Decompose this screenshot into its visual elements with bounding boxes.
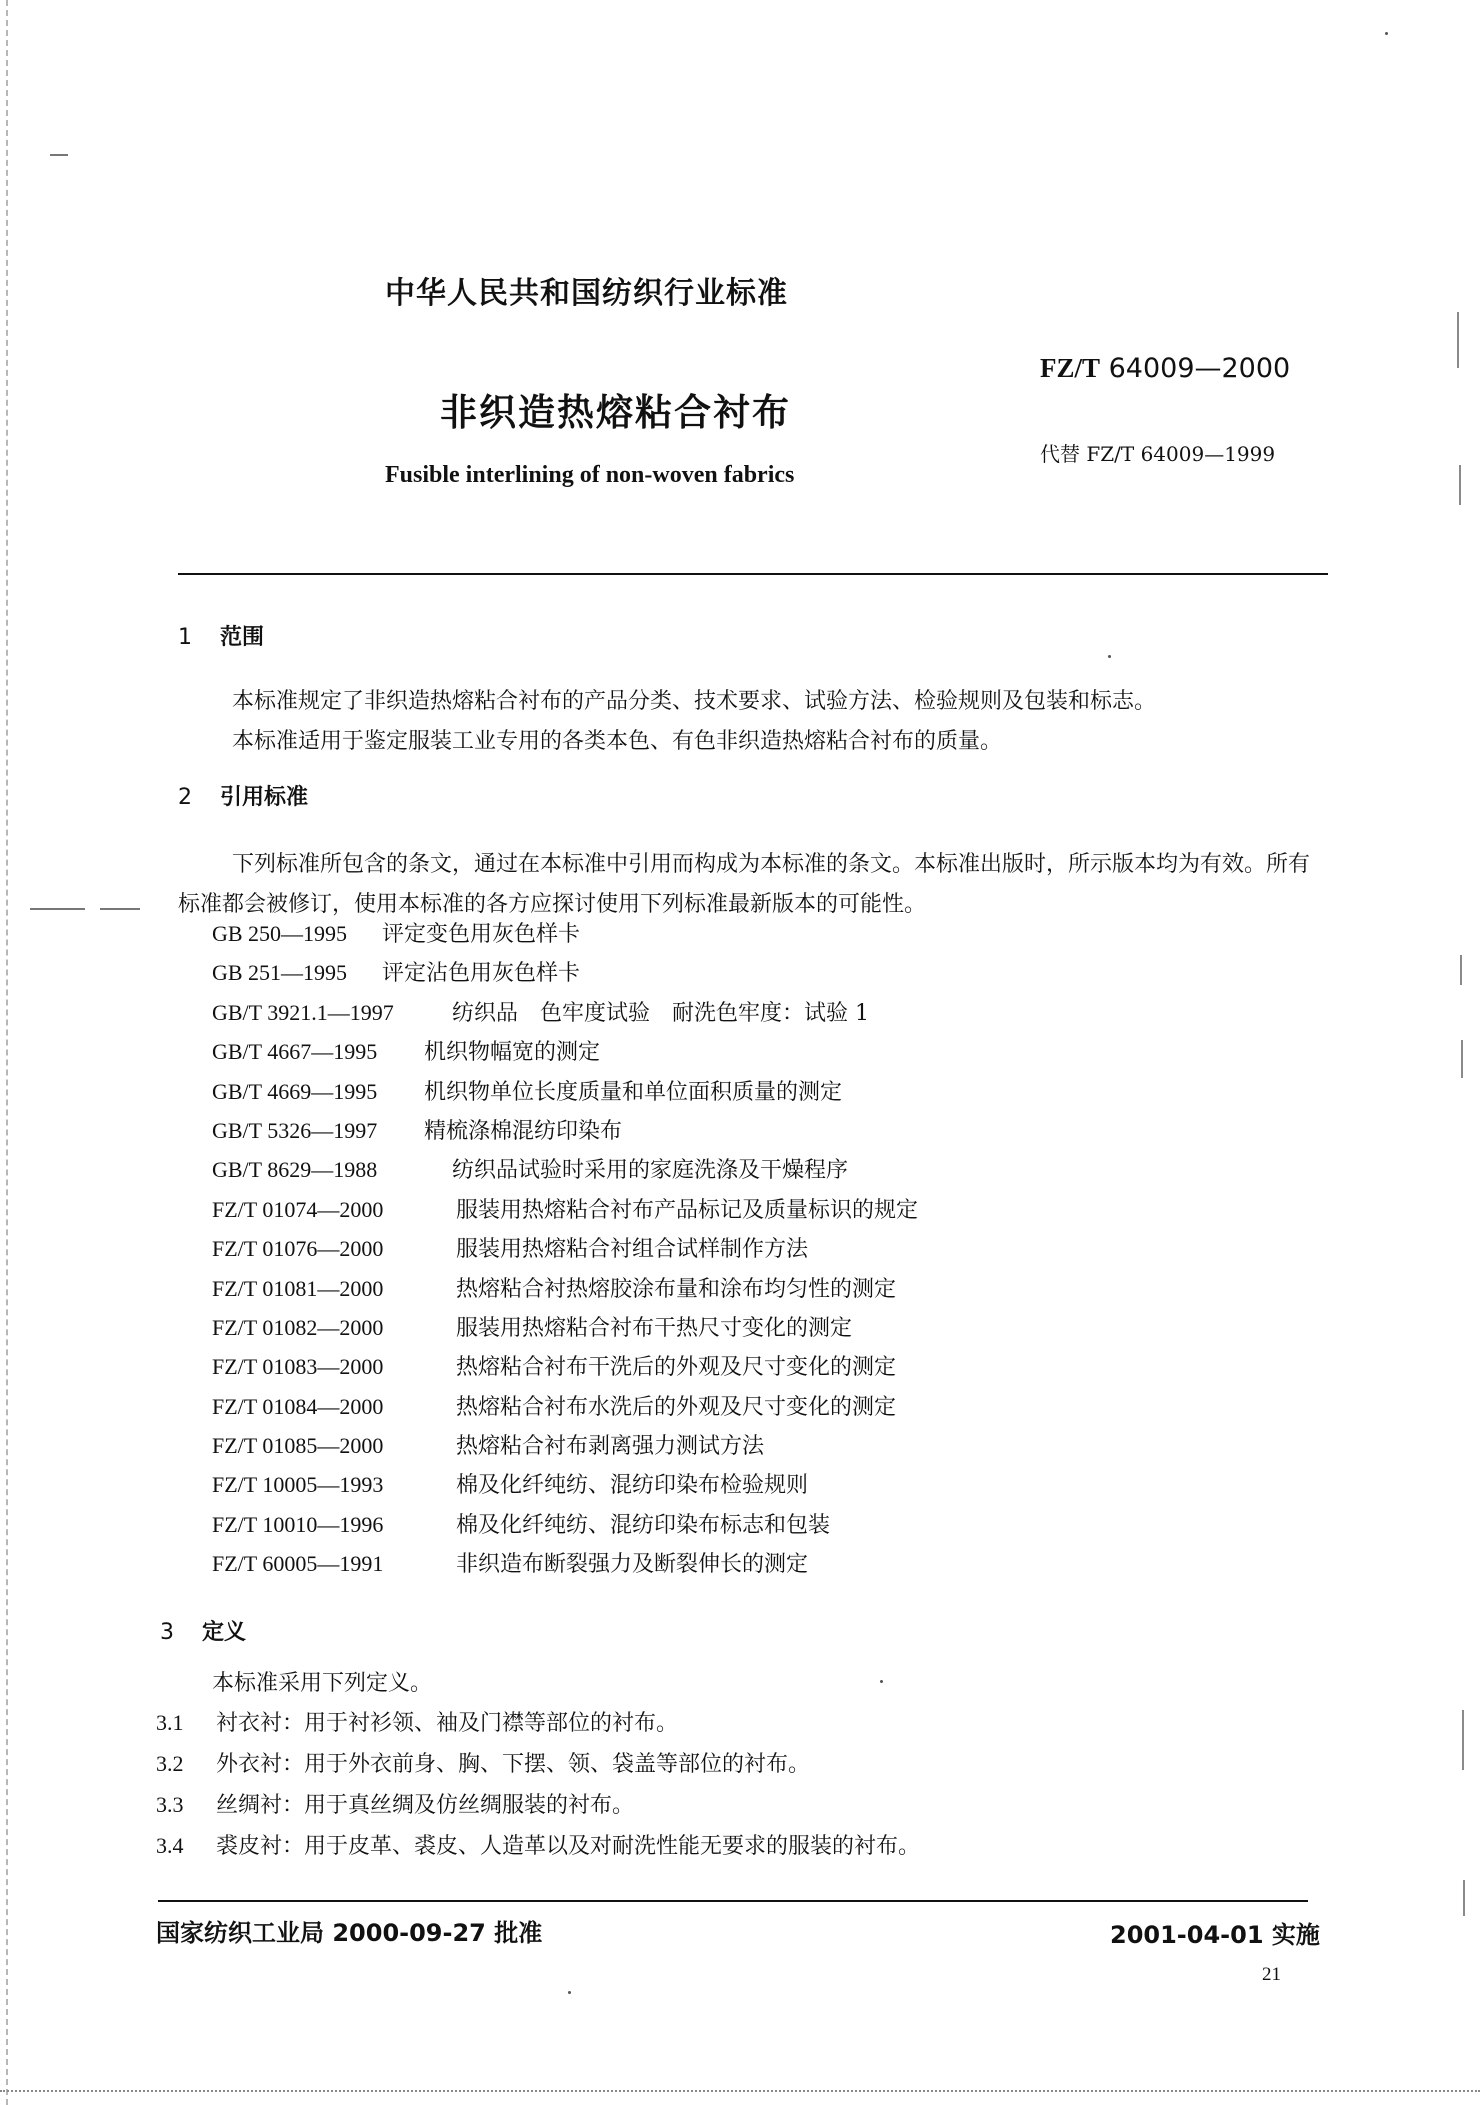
reference-title: 热熔粘合衬布水洗后的外观及尺寸变化的测定: [456, 1394, 897, 1420]
scan-mark: [1463, 1880, 1465, 1916]
scan-mark: [1460, 955, 1462, 985]
reference-code: FZ/T 01083—2000: [212, 1354, 384, 1380]
reference-title: 评定沾色用灰色样卡: [382, 961, 581, 987]
scan-edge-artifact: [0, 2090, 1480, 2092]
scan-mark: [880, 1680, 883, 1683]
reference-title: 评定变色用灰色样卡: [382, 922, 581, 947]
section-1-paragraph: 本标准规定了非织造热熔粘合衬布的产品分类、技术要求、试验方法、检验规则及包装和标志。: [232, 689, 1157, 714]
definition-text: 外衣衬：用于外衣前身、胸、下摆、领、袋盖等部位的衬布。: [216, 1752, 811, 1777]
reference-title: 棉及化纤纯纺、混纺印染布检验规则: [456, 1473, 809, 1499]
reference-item: [212, 914, 918, 953]
scan-mark: [568, 1991, 571, 1994]
implementation-date: 2001-04-01 实施: [1110, 1921, 1320, 1949]
reference-code: GB 251—1995: [212, 960, 348, 986]
reference-title: 棉及化纤纯纺、混纺印染布标志和包装: [456, 1512, 831, 1538]
section-number: 3: [160, 1620, 174, 1645]
page-number: 21: [1262, 1964, 1281, 1985]
definition-number: 3.3: [156, 1792, 184, 1817]
standard-number-value: 64009—2000: [1108, 353, 1291, 384]
reference-code: FZ/T 01082—2000: [212, 1314, 384, 1340]
definition-list: [156, 1702, 920, 1866]
reference-title: 精梳涤棉混纺印染布: [424, 1118, 623, 1144]
scan-mark: [50, 154, 68, 156]
scan-mark: [1108, 655, 1111, 658]
definition-number: 3.4: [156, 1833, 184, 1858]
scan-mark: [1457, 312, 1459, 368]
definition-item: [156, 1784, 920, 1825]
section-2-intro: 下列标准所包含的条文，通过在本标准中引用而构成为本标准的条文。本标准出版时，所示版本均为有效。所有标准都会被修订，使用本标准的各方应探讨使用下列标准最新版本的可能性。: [178, 852, 1311, 917]
reference-title: 服装用热熔粘合衬布产品标记及质量标识的规定: [456, 1197, 919, 1223]
reference-title: 服装用热熔粘合衬布干热尺寸变化的测定: [456, 1315, 853, 1341]
reference-code: FZ/T 01076—2000: [212, 1236, 384, 1262]
approval-date: 国家纺织工业局 2000-09-27 批准: [156, 1919, 543, 1947]
reference-code: FZ/T 01074—2000: [212, 1196, 384, 1222]
reference-code: GB 250—1995: [212, 921, 348, 946]
reference-code: GB/T 5326—1997: [212, 1117, 378, 1143]
reference-code: FZ/T 10010—1996: [212, 1511, 384, 1537]
section-2-heading: [178, 780, 308, 811]
section-number: 1: [178, 625, 192, 650]
reference-code: GB/T 3921.1—1997: [212, 999, 394, 1025]
reference-code: FZ/T 01084—2000: [212, 1393, 384, 1419]
reference-item: [212, 1072, 918, 1111]
section-3-heading: [160, 1615, 246, 1646]
reference-item: [212, 953, 918, 992]
definition-text: 衬衣衬：用于衬衫领、袖及门襟等部位的衬布。: [216, 1711, 679, 1736]
reference-title: 非织造布断裂强力及断裂伸长的测定: [456, 1552, 809, 1578]
definition-number: 3.2: [156, 1751, 184, 1776]
reference-item: [212, 1465, 918, 1504]
reference-list: [212, 914, 918, 1584]
reference-item: [212, 1190, 918, 1229]
definition-item: [156, 1743, 920, 1784]
scan-mark: [30, 908, 85, 910]
section-title: 引用标准: [220, 785, 309, 810]
reference-item: [212, 1426, 918, 1465]
reference-item: [212, 1111, 918, 1150]
reference-item: [212, 1505, 918, 1544]
scan-edge-artifact: [6, 0, 8, 2105]
reference-code: FZ/T 60005—1991: [212, 1551, 384, 1577]
reference-title: 服装用热熔粘合衬组合试样制作方法: [456, 1237, 809, 1263]
standard-number-prefix: FZ/T: [1040, 353, 1101, 383]
definition-number: 3.1: [156, 1710, 184, 1735]
reference-code: GB/T 4669—1995: [212, 1078, 378, 1104]
reference-item: [212, 1150, 918, 1189]
section-1-heading: [178, 620, 264, 651]
reference-title: 热熔粘合衬布剥离强力测试方法: [456, 1434, 765, 1460]
footer-divider: [158, 1900, 1308, 1902]
reference-title: 热熔粘合衬布干洗后的外观及尺寸变化的测定: [456, 1355, 897, 1381]
reference-item: [212, 1544, 918, 1583]
reference-code: FZ/T 10005—1993: [212, 1472, 384, 1498]
reference-title: 热熔粘合衬热熔胶涂布量和涂布均匀性的测定: [456, 1276, 897, 1302]
reference-item: [212, 1032, 918, 1071]
reference-item: [212, 1269, 918, 1308]
section-title: 范围: [220, 625, 265, 650]
scan-mark: [1385, 32, 1388, 35]
reference-item: [212, 1308, 918, 1347]
reference-code: FZ/T 01081—2000: [212, 1275, 384, 1301]
replaces-standard: 代替 FZ/T 64009—1999: [1040, 442, 1276, 466]
english-title: Fusible interlining of non-woven fabrics: [385, 462, 795, 488]
reference-title: 机织物幅宽的测定: [424, 1040, 601, 1066]
section-title: 定义: [202, 1620, 247, 1645]
reference-title: 机织物单位长度质量和单位面积质量的测定: [424, 1079, 843, 1105]
reference-title: 纺织品试验时采用的家庭洗涤及干燥程序: [452, 1158, 849, 1184]
scan-mark: [1462, 1710, 1464, 1770]
reference-item: [212, 1229, 918, 1268]
section-1-paragraph: 本标准适用于鉴定服装工业专用的各类本色、有色非织造热熔粘合衬布的质量。: [232, 729, 1003, 754]
reference-code: GB/T 4667—1995: [212, 1039, 378, 1065]
reference-item: [212, 1387, 918, 1426]
section-number: 2: [178, 785, 192, 810]
scan-mark: [100, 908, 140, 910]
definition-text: 裘皮衬：用于皮革、裘皮、人造革以及对耐洗性能无要求的服装的衬布。: [216, 1834, 921, 1859]
definition-text: 丝绸衬：用于真丝绸及仿丝绸服装的衬布。: [216, 1793, 635, 1818]
reference-title: 纺织品 色牢度试验 耐洗色牢度：试验 1: [452, 1000, 869, 1026]
scan-mark: [1461, 1040, 1463, 1078]
header-divider: [178, 573, 1328, 575]
reference-code: FZ/T 01085—2000: [212, 1433, 384, 1459]
definition-item: [156, 1702, 920, 1743]
section-3-intro: 本标准采用下列定义。: [212, 1671, 433, 1696]
document-title: 非织造热熔粘合衬布: [440, 391, 791, 434]
reference-item: [212, 993, 918, 1032]
definition-item: [156, 1825, 920, 1866]
scan-mark: [1459, 465, 1461, 505]
reference-code: GB/T 8629—1988: [212, 1157, 378, 1183]
industry-title: 中华人民共和国纺织行业标准: [385, 276, 788, 311]
reference-item: [212, 1347, 918, 1386]
standard-number: [1040, 353, 1290, 384]
